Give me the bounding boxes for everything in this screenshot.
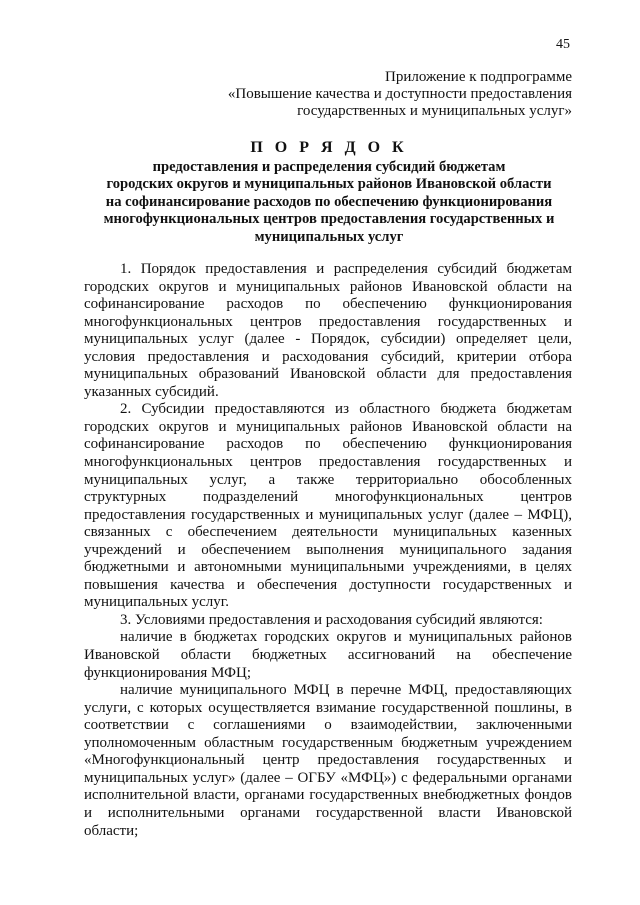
appendix-line: государственных и муниципальных услуг» <box>297 103 572 119</box>
body-text <box>84 261 572 840</box>
body-line: софинансирование расходов по обеспечению функционирования <box>84 296 572 313</box>
body-line: Ивановской области бюджетных ассигнований на обеспечение <box>84 647 572 664</box>
subtitle-line: на софинансирование расходов по обеспечению функционирования <box>105 193 553 210</box>
subtitle-line: предоставления и распределения субсидий бюджетам <box>152 159 506 175</box>
body-line: условия предоставления и расходования субсидий, критерии отбора <box>84 348 572 365</box>
document-title <box>86 138 572 246</box>
body-line: наличие муниципального МФЦ в перечне МФЦ, предоставляющих <box>120 682 572 699</box>
body-line: муниципальных услуг, а также территориально обособленных <box>84 471 572 488</box>
body-line: связанных с обеспечением деятельности муниципальных казенных <box>84 524 572 541</box>
body-line: 3. Условиями предоставления и расходования субсидий являются: <box>120 611 543 628</box>
body-line: области; <box>84 822 139 839</box>
body-line: учреждений и обеспечением выполнения муниципального задания <box>84 541 572 558</box>
body-line: городских округов и муниципальных районов Ивановской области на <box>84 418 572 435</box>
body-line: «Многофункциональный центр предоставления государственных и <box>84 752 572 769</box>
body-line: функционирования МФЦ; <box>84 664 252 681</box>
body-line: муниципальных услуг (далее - Порядок, субсидии) определяет цели, <box>84 331 572 348</box>
page-number: 45 <box>556 37 570 52</box>
body-line: 1. Порядок предоставления и распределения субсидий бюджетам <box>120 261 572 277</box>
body-line: исполнительной власти, органами государственных внебюджетных фондов <box>84 787 572 804</box>
subtitle-line: многофункциональных центров предоставления государственных и <box>103 211 555 228</box>
body-line: софинансирование расходов по обеспечению функционирования <box>84 436 572 453</box>
appendix-line: Приложение к подпрограмме <box>384 69 572 85</box>
body-line: многофункциональных центров предоставления государственных и <box>84 454 572 471</box>
title-heading: П О Р Я Д О К <box>250 139 408 156</box>
subtitle-line: городских округов и муниципальных районов Ивановской области <box>106 176 552 193</box>
body-line: муниципальных услуг. <box>84 594 229 611</box>
appendix-line: «Повышение качества и доступности предоставления <box>227 86 572 102</box>
body-line: и исполнительными органами государственной власти Ивановской <box>84 804 572 821</box>
body-line: муниципальных услуг» (далее – ОГБУ «МФЦ») с федеральными органами <box>84 769 572 786</box>
body-line: услуги, с которых осуществляется взимание государственной пошлины, в <box>84 699 572 716</box>
title-subtitle <box>86 159 572 246</box>
body-line: наличие в бюджетах городских округов и муниципальных районов <box>120 629 572 646</box>
body-line: соответствии с соглашениями о взаимодействии, заключенными <box>84 717 572 734</box>
body-line: предоставления государственных и муниципальных услуг (далее – МФЦ), <box>84 506 572 523</box>
subtitle-line: муниципальных услуг <box>254 228 404 245</box>
body-line: многофункциональных центров предоставления государственных и <box>84 313 572 330</box>
body-line: бюджетными и автономными муниципальными учреждениями, в целях <box>84 559 572 576</box>
body-line: указанных субсидий. <box>84 383 219 400</box>
body-line: 2. Субсидии предоставляются из областного бюджета бюджетам <box>120 401 572 418</box>
appendix-header <box>152 69 572 120</box>
body-line: городских округов и муниципальных районов Ивановской области на <box>84 278 572 295</box>
body-line: уполномоченным областным государственным бюджетным учреждением <box>84 734 572 751</box>
body-line: структурных подразделений многофункциональных центров <box>84 489 572 506</box>
body-line: повышения качества и обеспечения доступности государственных и <box>84 576 572 593</box>
body-line: муниципальных образований Ивановской области для предоставления <box>84 366 572 383</box>
